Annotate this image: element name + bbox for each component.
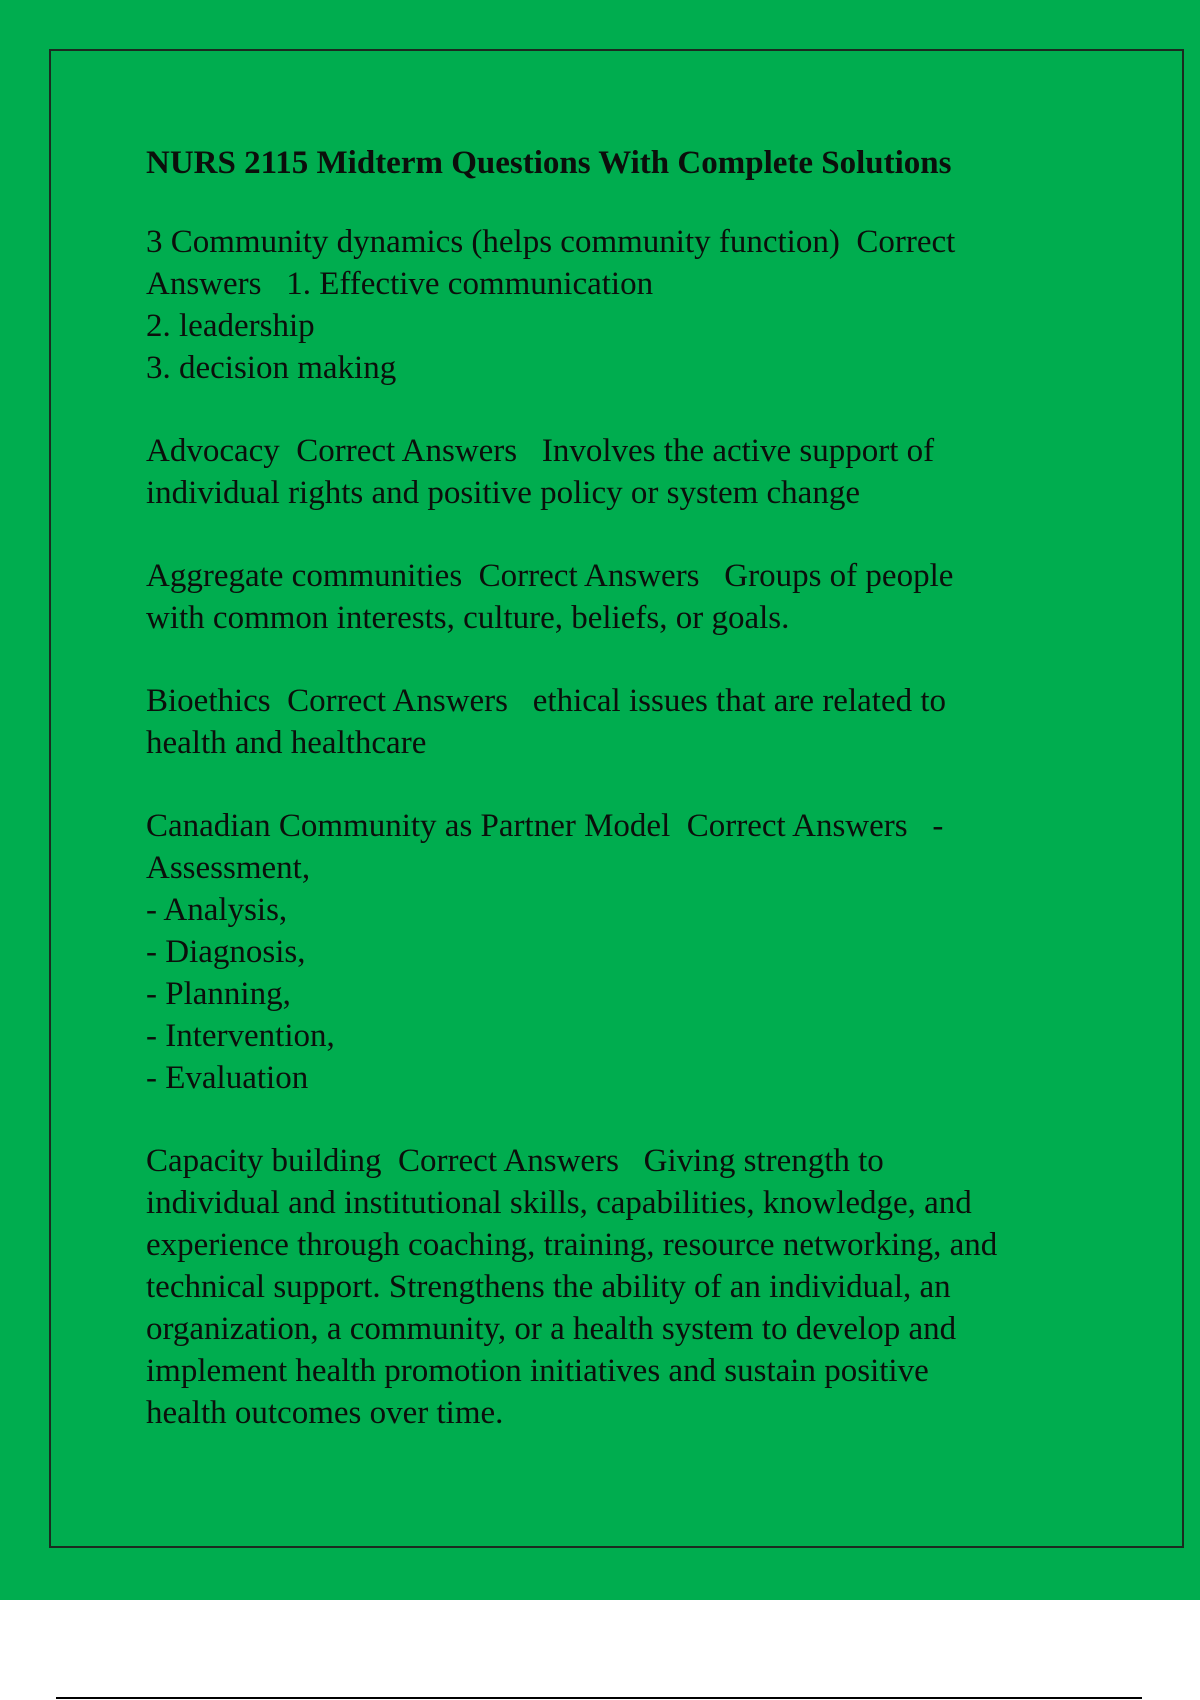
entry-line: 2. leadership: [146, 308, 315, 344]
entry-line: Bioethics Correct Answers ethical issues that are related to: [146, 683, 947, 719]
entry-line: organization, a community, or a health system to develop and: [146, 1311, 957, 1347]
entry-line: 3 Community dynamics (helps community function) Correct: [146, 224, 956, 260]
qa-entry-bioethics: [146, 680, 1086, 764]
entry-line: - Analysis,: [146, 892, 288, 928]
entry-line: - Diagnosis,: [146, 934, 306, 970]
entry-line: Aggregate communities Correct Answers Groups of people: [146, 558, 954, 594]
entry-line: health outcomes over time.: [146, 1395, 504, 1431]
entry-line: Canadian Community as Partner Model Correct Answers -: [146, 808, 944, 844]
entry-line: individual and institutional skills, capabilities, knowledge, and: [146, 1185, 972, 1221]
entry-line: implement health promotion initiatives and sustain positive: [146, 1353, 929, 1389]
entry-line: Capacity building Correct Answers Giving strength to: [146, 1143, 884, 1179]
document-title: NURS 2115 Midterm Questions With Complete Solutions: [146, 145, 952, 181]
qa-entry-community-dynamics: [146, 221, 1086, 389]
entry-line: with common interests, culture, beliefs, or goals.: [146, 600, 790, 636]
entry-line: Answers 1. Effective communication: [146, 266, 654, 302]
entry-line: experience through coaching, training, resource networking, and: [146, 1227, 998, 1263]
qa-entry-community-as-partner: [146, 805, 1086, 1099]
entry-line: Assessment,: [146, 850, 311, 886]
document-body: [146, 142, 1086, 1475]
entry-line: 3. decision making: [146, 350, 397, 386]
entry-line: - Planning,: [146, 976, 291, 1012]
entry-line: Advocacy Correct Answers Involves the active support of: [146, 433, 935, 469]
entry-line: - Intervention,: [146, 1018, 335, 1054]
footer-divider: [56, 1697, 1142, 1699]
qa-entry-capacity-building: [146, 1140, 1086, 1434]
entry-line: - Evaluation: [146, 1060, 309, 1096]
entry-line: health and healthcare: [146, 725, 427, 761]
entry-line: technical support. Strengthens the ability of an individual, an: [146, 1269, 951, 1305]
qa-entry-aggregate-communities: [146, 555, 1086, 639]
entry-line: individual rights and positive policy or system change: [146, 475, 860, 511]
qa-entry-advocacy: [146, 430, 1086, 514]
